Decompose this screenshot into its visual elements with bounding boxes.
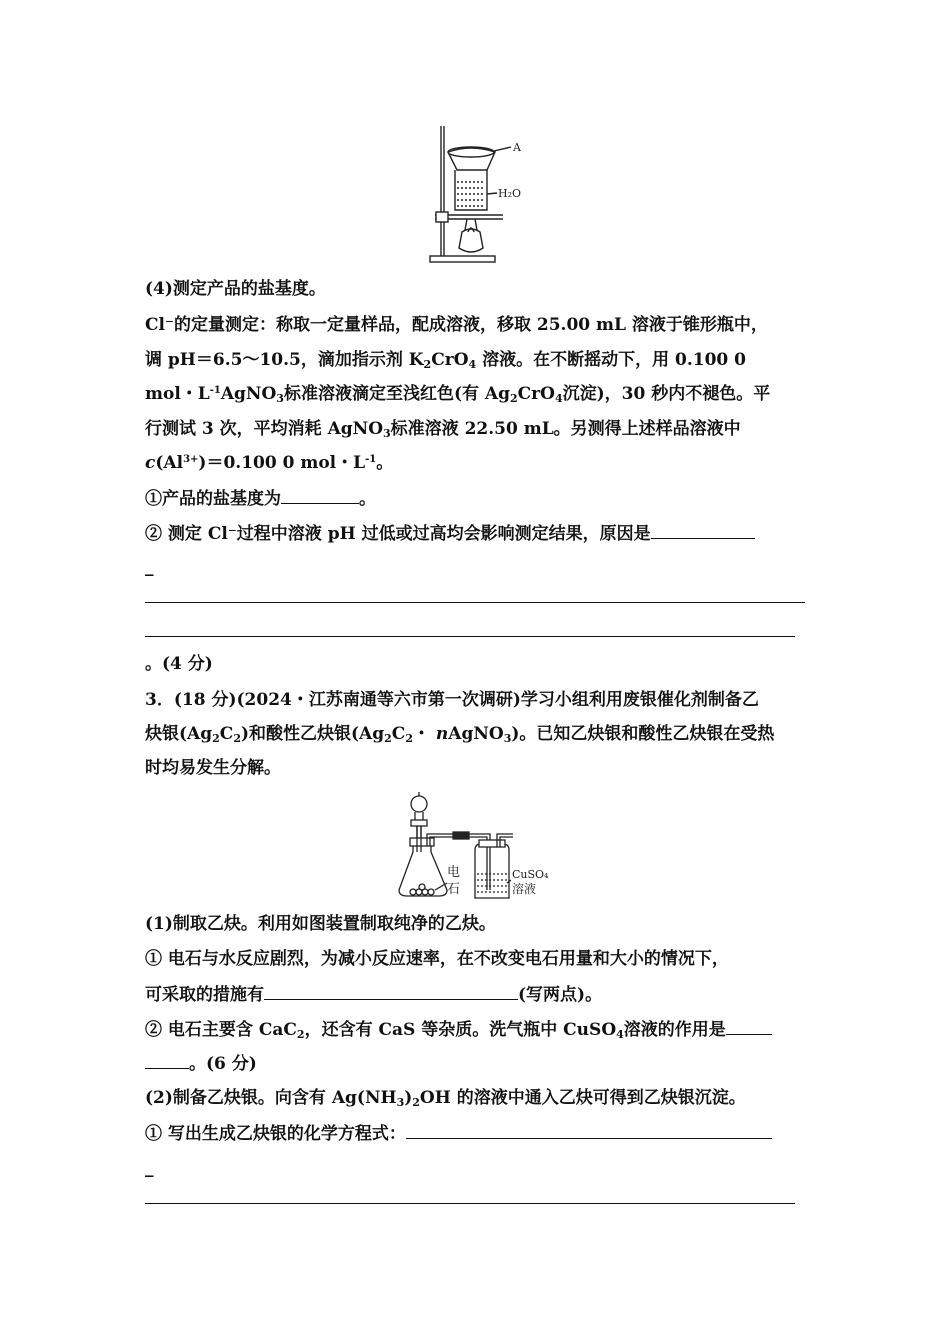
q4-para-2: 调 pH＝6.5～10.5，滴加指示剂 $K_2CrO_4$ 溶液。在不断摇动下，用 0.100 0: [145, 350, 746, 371]
label-shi: 石: [447, 882, 461, 897]
q4-end: 。(4 分): [145, 654, 213, 674]
acetylene-apparatus-figure: [395, 790, 560, 902]
label-rongye: 溶液: [512, 882, 537, 896]
q3-1-sub-2a: ② 电石主要含 CaC$_2$，还含有 CaS 等杂质。洗气瓶中 CuSO$_4$溶液的作用是: [145, 1018, 772, 1041]
evaporation-apparatus-figure: [415, 120, 550, 270]
label-h2o: H₂O: [498, 187, 522, 200]
answer-blank[interactable]: [145, 1052, 189, 1069]
q4-para-5: $c(Al^{3+})=0.100$ 0 mol・$L^{-1}$。: [145, 453, 394, 473]
answer-blank[interactable]: [406, 1122, 772, 1139]
answer-blank[interactable]: [651, 522, 755, 539]
q4-dash: _: [145, 557, 154, 577]
answer-blank[interactable]: [281, 487, 359, 504]
q4-sub-2: ② 测定 Cl⁻过程中溶液 pH 过低或过高均会影响测定结果，原因是: [145, 522, 755, 545]
q4-sub-1: ①产品的盐基度为 。: [145, 489, 376, 509]
q3-para-2: 炔银$(Ag_2C_2)$和酸性乙炔银($Ag_2C_2$・ nAgNO$_3$)。已知乙炔银和酸性乙炔银在受热: [145, 724, 775, 745]
q3-1-sub-2b: 。(6 分): [145, 1052, 257, 1075]
q3-1-sub-1b: 可采取的措施有 (写两点)。: [145, 985, 603, 1005]
q4-title: (4)测定产品的盐基度。: [145, 279, 326, 299]
answer-blank[interactable]: [726, 1018, 772, 1035]
q3-2-dash: _: [145, 1158, 154, 1178]
answer-line[interactable]: [145, 602, 805, 603]
answer-blank[interactable]: [264, 983, 518, 1000]
q3-1-sub-1a: ① 电石与水反应剧烈，为减小反应速率，在不改变电石用量和大小的情况下，: [145, 949, 729, 969]
q4-para-1: Cl⁻的定量测定：称取一定量样品，配成溶液，移取 25.00 mL 溶液于锥形瓶中，: [145, 315, 768, 335]
label-dian: 电: [447, 865, 461, 880]
q3-para-1: 3．(18 分)(2024・江苏南通等六市第一次调研)学习小组利用废银催化剂制备乙: [145, 690, 759, 710]
q4-para-4: 行测试 3 次，平均消耗 AgNO$_3$标准溶液 22.50 mL。另测得上述样品溶液中: [145, 419, 741, 440]
label-cuso4: CuSO₄: [512, 868, 549, 881]
label-a: A: [513, 141, 521, 154]
answer-line[interactable]: [145, 636, 795, 637]
q3-2-title: (2)制备乙炔银。向含有 $Ag(NH_3)_2OH$ 的溶液中通入乙炔可得到乙炔银沉淀。: [145, 1088, 746, 1109]
q4-para-3: mol・$L^{-1}AgNO_3$标准溶液滴定至浅红色(有 $Ag_2CrO_4$沉淀)，30 秒内不褪色。平: [145, 384, 771, 405]
q3-para-3: 时均易发生分解。: [145, 758, 281, 778]
q3-1-title: (1)制取乙炔。利用如图装置制取纯净的乙炔。: [145, 914, 496, 934]
q3-2-sub-1: ① 写出生成乙炔银的化学方程式：: [145, 1122, 772, 1145]
answer-line[interactable]: [145, 1203, 795, 1204]
